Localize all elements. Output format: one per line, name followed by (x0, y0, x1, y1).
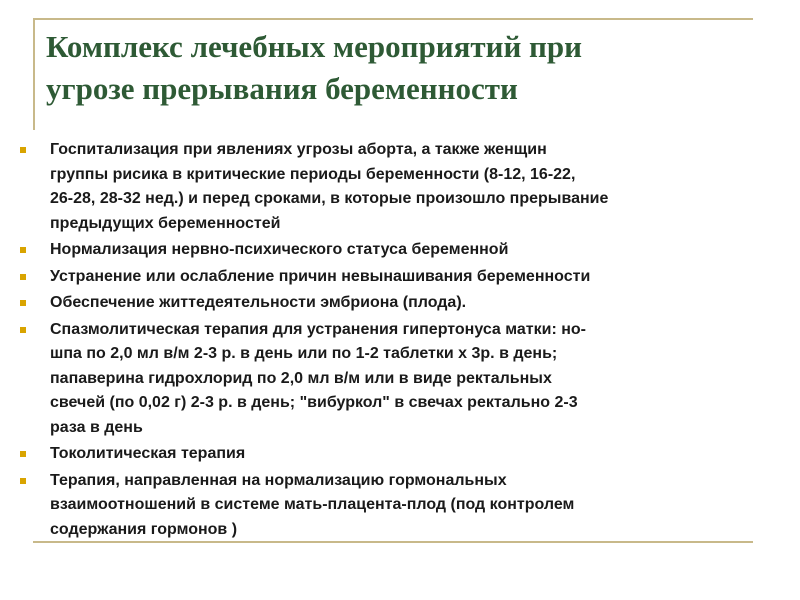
slide-title-line: угрозе прерывания беременности (46, 71, 518, 106)
bullet-text-line: Токолитическая терапия (50, 445, 246, 462)
bullet-text-line: Обеспечение життедеятельности эмбриона (плода). (50, 294, 467, 311)
bullet-list (20, 138, 750, 544)
square-bullet-icon (20, 451, 26, 457)
bullet-text-line: группы рисика в критические периоды беременности (8-12, 16-22, (50, 165, 576, 183)
square-bullet-icon (20, 300, 26, 306)
bullet-text-line: свечей (по 0,02 г) 2-3 р. в день; "вибуркол" в свечах ректально 2-3 (50, 394, 578, 411)
square-bullet-icon (20, 247, 26, 253)
bullet-item-tocolytic (20, 442, 750, 467)
square-bullet-icon (20, 327, 26, 333)
bullet-item-causes (20, 265, 750, 290)
bullet-text-line: Госпитализация при явлениях угрозы аборта, а также женщин (50, 141, 547, 158)
slide-title-line: Комплекс лечебных мероприятий при (46, 29, 583, 64)
bullet-text-line: содержания гормонов ) (50, 520, 238, 538)
bullet-text-line: Устранение или ослабление причин невынашивания беременности (50, 267, 591, 285)
bullet-text-line: Спазмолитическая терапия для устранения гипертонуса матки: но- (50, 320, 587, 338)
bullet-item-spasmolytic (20, 318, 750, 441)
bullet-item-embryo (20, 291, 750, 316)
bullet-text-line: Нормализация нервно-психического статуса беременной (50, 241, 509, 258)
bullet-text-line: папаверина гидрохлорид по 2,0 мл в/м или в виде ректальных (50, 369, 552, 387)
bullet-item-neuro-status (20, 238, 750, 263)
square-bullet-icon (20, 147, 26, 153)
bullet-text-line: предыдущих беременностей (50, 214, 281, 232)
bullet-text-line: шпа по 2,0 мл в/м 2-3 р. в день или по 1-2 таблетки х 3р. в день; (50, 345, 558, 362)
bullet-text-line: 26-28, 28-32 нед.) и перед сроками, в которые произошло прерывание (50, 190, 609, 207)
frame-line-top (33, 18, 753, 20)
bullet-text-line: взаимоотношений в системе мать-плацента-плод (под контролем (50, 496, 575, 513)
bullet-text-line: Терапия, направленная на нормализацию гормональных (50, 471, 507, 489)
bullet-item-hospitalization (20, 138, 750, 236)
square-bullet-icon (20, 274, 26, 280)
frame-line-left (33, 18, 35, 130)
slide-title (46, 26, 746, 110)
square-bullet-icon (20, 478, 26, 484)
bullet-text-line: раза в день (50, 418, 143, 436)
bullet-item-hormonal (20, 469, 750, 543)
